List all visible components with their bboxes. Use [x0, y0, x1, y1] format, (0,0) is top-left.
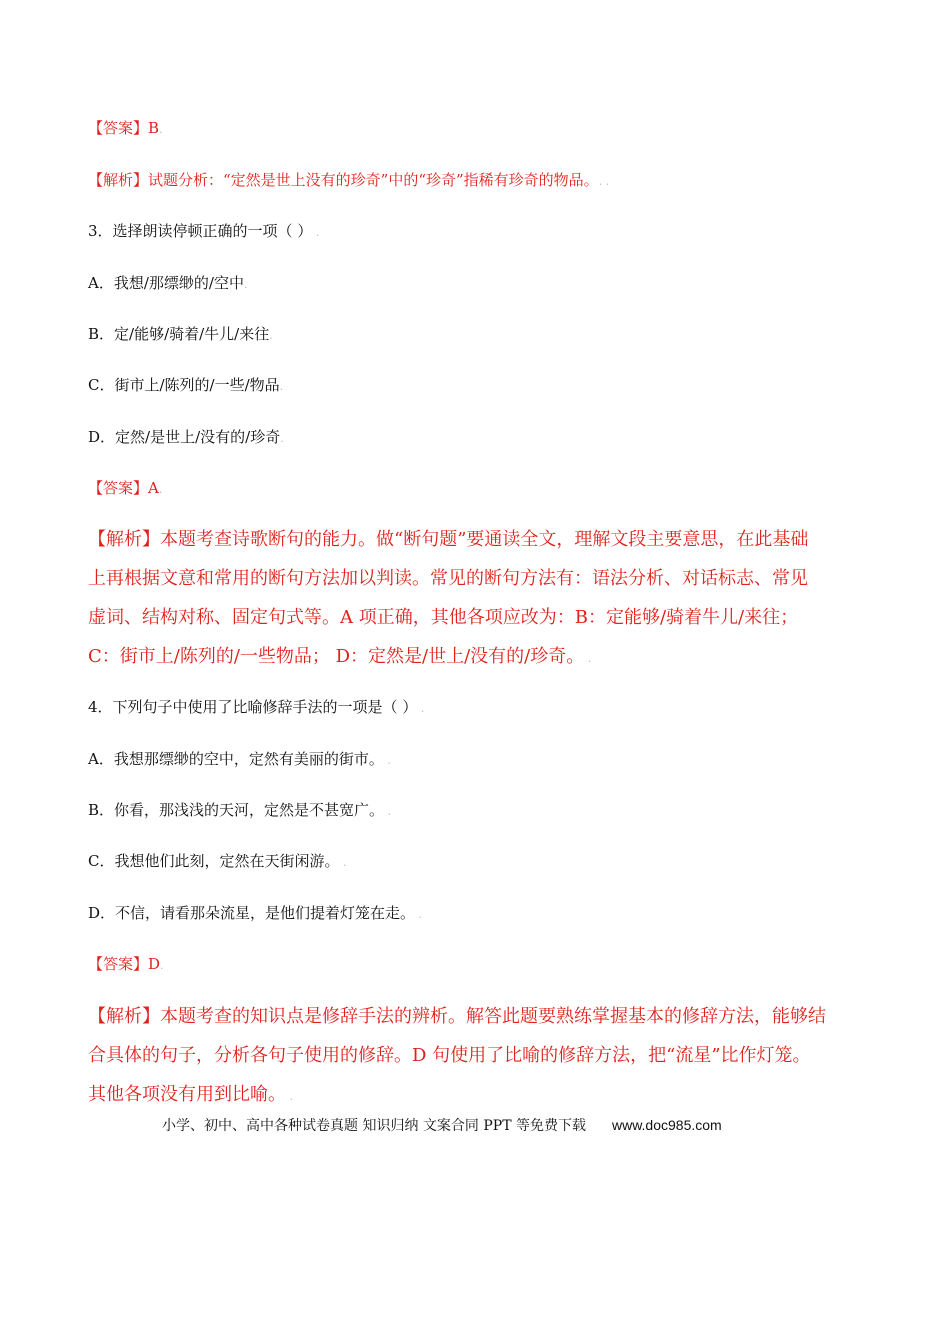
q4-analysis-line-1: 【解析】本题考查的知识点是修辞手法的辨析。解答此题要熟练掌握基本的修辞方法，能够结: [88, 1006, 826, 1027]
q3-option-a: A．我想/那缥缈的/空中.: [88, 274, 248, 292]
q4-answer: 【答案】D.: [88, 955, 164, 973]
q3-stem: 3．选择朗读停顿正确的一项（ ） .: [88, 222, 320, 240]
q4-analysis-line-3: 其他各项没有用到比喻。 .: [88, 1084, 293, 1105]
q3-analysis-line-2: 上再根据文意和常用的断句方法加以判读。常见的断句方法有：语法分析、对话标志、常见: [88, 568, 808, 589]
q3-analysis: [88, 520, 878, 678]
q4-option-a: A．我想那缥缈的空中，定然有美丽的街市。 .: [88, 750, 391, 768]
q2-analysis: 【解析】试题分析：“定然是世上没有的珍奇”中的“珍奇”指稀有珍奇的物品。. .: [88, 171, 610, 189]
footer-text: 小学、初中、高中各种试卷真题 知识归纳 文案合同 PPT 等免费下载: [162, 1118, 586, 1134]
q3-analysis-line-1: 【解析】本题考查诗歌断句的能力。做“断句题”要通读全文，理解文段主要意思，在此基础: [88, 529, 809, 550]
q3-answer: 【答案】A.: [88, 479, 163, 497]
q3-analysis-line-4: C：街市上/陈列的/一些物品； D：定然是/世上/没有的/珍奇。 .: [88, 646, 592, 667]
q4-option-d: D．不信，请看那朵流星，是他们提着灯笼在走。 .: [88, 904, 423, 922]
q3-option-b: B．定/能够/骑着/牛儿/来往.: [88, 325, 273, 343]
q3-option-d: D．定然/是世上/没有的/珍奇.: [88, 428, 284, 446]
q3-option-c: C．街市上/陈列的/一些/物品.: [88, 376, 284, 394]
q4-analysis-line-2: 合具体的句子，分析各句子使用的修辞。D 句使用了比喻的修辞方法，把“流星”比作灯笼。: [88, 1045, 811, 1066]
q3-analysis-line-3: 虚词、结构对称、固定句式等。A 项正确，其他各项应改为：B：定能够/骑着牛儿/来往；: [88, 607, 799, 628]
q4-option-b: B．你看，那浅浅的天河，定然是不甚宽广。 .: [88, 801, 392, 819]
q4-analysis: [88, 997, 878, 1116]
page-footer: [162, 1115, 722, 1136]
footer-url[interactable]: www.doc985.com: [611, 1117, 722, 1133]
q2-answer: 【答案】B.: [88, 119, 163, 137]
q4-option-c: C．我想他们此刻，定然在天街闲游。 .: [88, 852, 347, 870]
q4-stem: 4．下列句子中使用了比喻修辞手法的一项是（ ） .: [88, 698, 425, 716]
